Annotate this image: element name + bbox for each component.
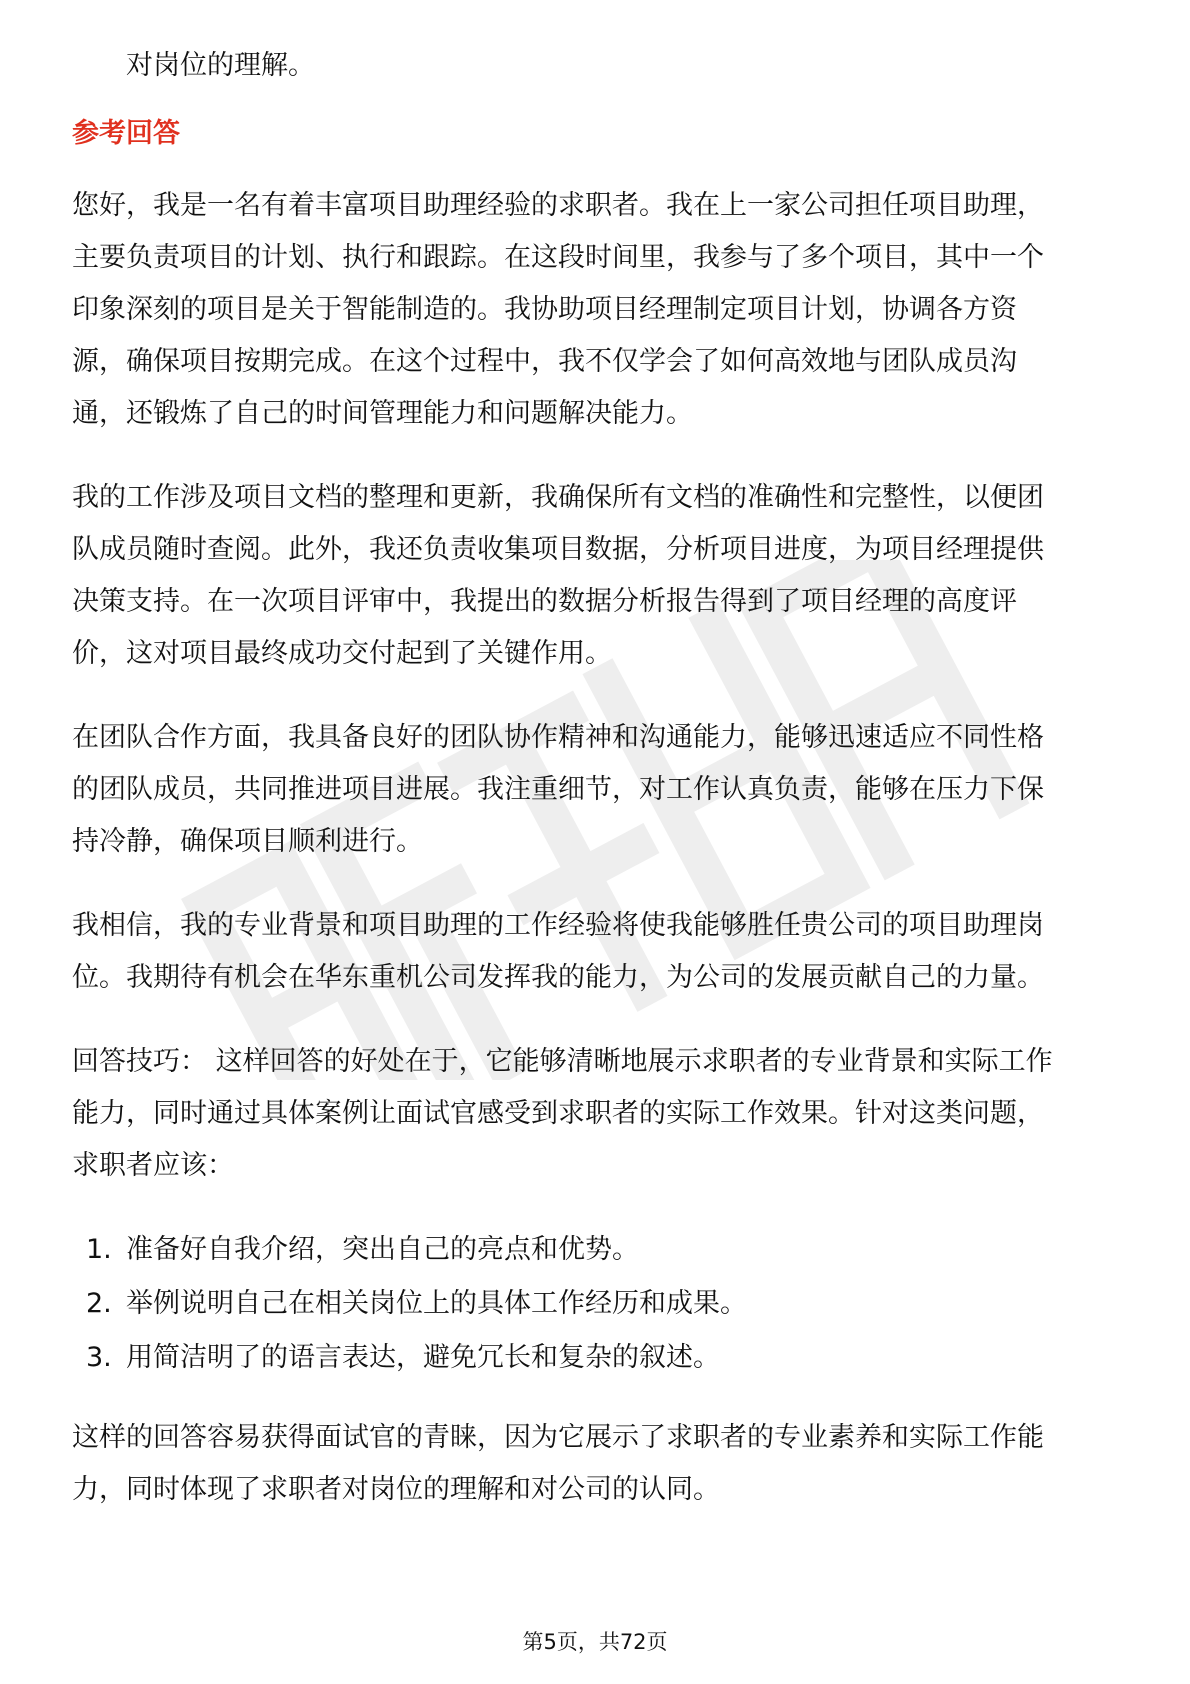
- paragraph-line: 持冷静，确保项目顺利进行。: [72, 826, 423, 857]
- paragraph-line: 您好，我是一名有着丰富项目助理经验的求职者。我在上一家公司担任项目助理，: [72, 190, 1044, 221]
- paragraph-line: 能力，同时通过具体案例让面试官感受到求职者的实际工作效果。针对这类问题，: [72, 1098, 1044, 1129]
- list-number: 3.: [86, 1342, 112, 1373]
- list-number: 2.: [86, 1288, 112, 1319]
- paragraph-line: 通，还锻炼了自己的时间管理能力和问题解决能力。: [72, 398, 693, 429]
- paragraph-line: 求职者应该：: [72, 1150, 234, 1181]
- paragraph-line: 价，这对项目最终成功交付起到了关键作用。: [72, 638, 612, 669]
- list-text: 举例说明自己在相关岗位上的具体工作经历和成果。: [126, 1288, 747, 1319]
- paragraph-line: 源，确保项目按期完成。在这个过程中，我不仅学会了如何高效地与团队成员沟: [72, 346, 1017, 377]
- paragraph-line: 回答技巧： 这样回答的好处在于，它能够清晰地展示求职者的专业背景和实际工作: [72, 1046, 1053, 1077]
- paragraph-line: 力，同时体现了求职者对岗位的理解和对公司的认同。: [72, 1474, 720, 1505]
- list-text: 准备好自我介绍，突出自己的亮点和优势。: [126, 1234, 639, 1265]
- paragraph-line: 决策支持。在一次项目评审中，我提出的数据分析报告得到了项目经理的高度评: [72, 586, 1017, 617]
- paragraph-line: 这样的回答容易获得面试官的青睐，因为它展示了求职者的专业素养和实际工作能: [72, 1422, 1044, 1453]
- paragraph-line: 主要负责项目的计划、执行和跟踪。在这段时间里，我参与了多个项目，其中一个: [72, 242, 1044, 273]
- paragraph-line: 队成员随时查阅。此外，我还负责收集项目数据，分析项目进度，为项目经理提供: [72, 534, 1044, 565]
- paragraph-line: 的团队成员，共同推进项目进展。我注重细节，对工作认真负责，能够在压力下保: [72, 774, 1044, 805]
- paragraph-line: 我相信，我的专业背景和项目助理的工作经验将使我能够胜任贵公司的项目助理岗: [72, 910, 1044, 941]
- paragraph-line: 印象深刻的项目是关于智能制造的。我协助项目经理制定项目计划，协调各方资: [72, 294, 1017, 325]
- section-heading: 参考回答: [72, 118, 180, 149]
- list-number: 1.: [86, 1234, 112, 1265]
- page-number-footer: 第5页，共72页: [522, 1630, 668, 1654]
- paragraph-line: 位。我期待有机会在华东重机公司发挥我的能力，为公司的发展贡献自己的力量。: [72, 962, 1044, 993]
- paragraph-line: 我的工作涉及项目文档的整理和更新，我确保所有文档的准确性和完整性，以便团: [72, 482, 1044, 513]
- carry-over-line: 对岗位的理解。: [126, 50, 315, 81]
- paragraph-line: 在团队合作方面，我具备良好的团队协作精神和沟通能力，能够迅速适应不同性格: [72, 722, 1044, 753]
- list-text: 用简洁明了的语言表达，避免冗长和复杂的叙述。: [126, 1342, 720, 1373]
